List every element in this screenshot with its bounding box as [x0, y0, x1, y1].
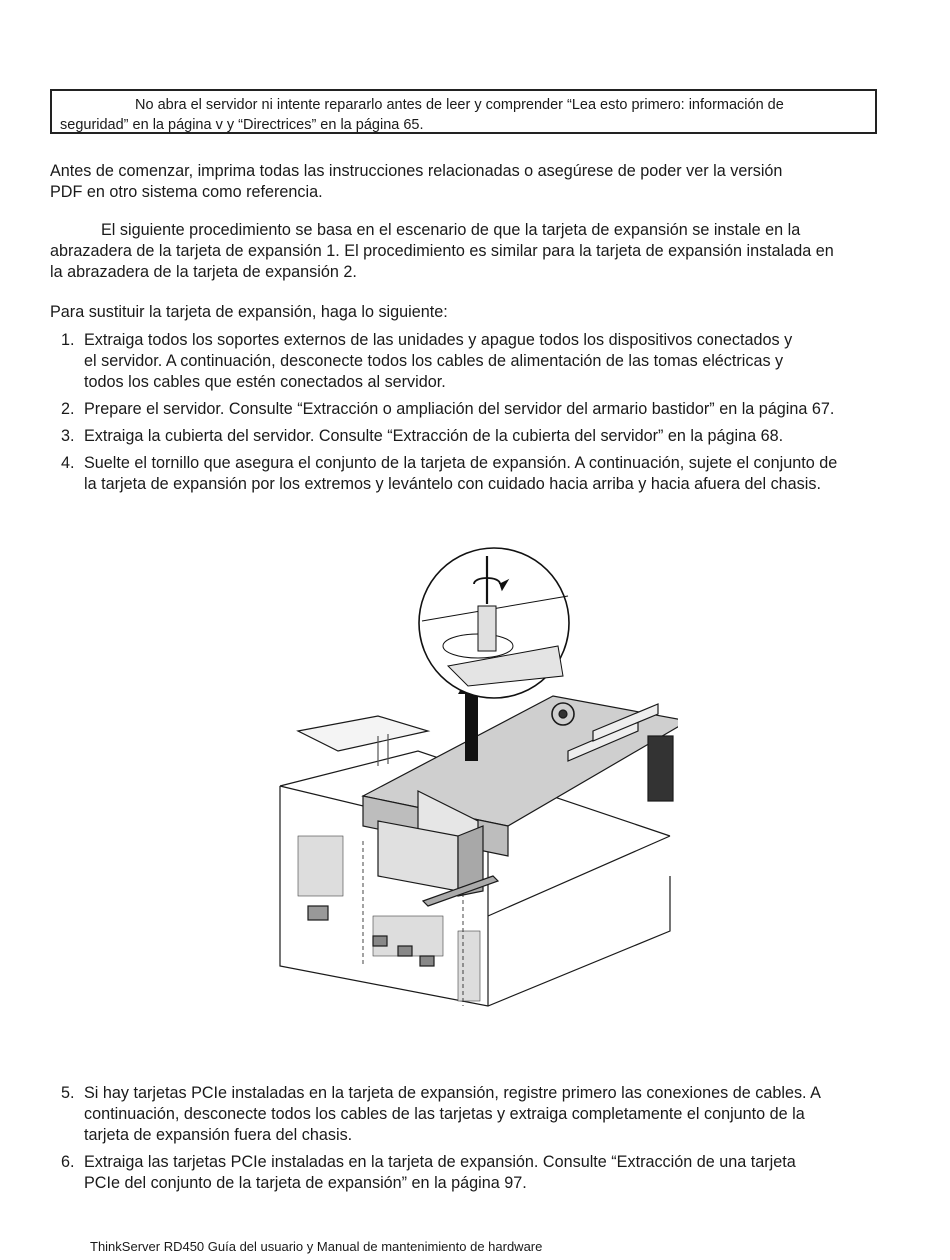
riser-removal-illustration — [278, 536, 678, 1011]
procedure-intro: Para sustituir la tarjeta de expansión, haga lo siguiente: — [50, 303, 448, 321]
intro-line-2: PDF en otro sistema como referencia. — [50, 183, 323, 201]
step-line: Suelte el tornillo que asegura el conjunto de la tarjeta de expansión. A continuación, sujete el conjunto de — [84, 454, 838, 472]
step-2 — [50, 399, 885, 420]
step-line: Extraiga la cubierta del servidor. Consulte “Extracción de la cubierta del servidor” en la página 68. — [84, 427, 784, 445]
step-line: tarjeta de expansión fuera del chasis. — [84, 1126, 353, 1144]
steps-list-top — [50, 330, 885, 495]
screw-callout-magnifier — [419, 548, 569, 698]
notice-line-1: No abra el servidor ni intente repararlo antes de leer y comprender “Lea esto primero: información de — [135, 97, 784, 113]
step-line: Prepare el servidor. Consulte “Extracción o ampliación del servidor del armario bastidor” en la página 67. — [84, 400, 835, 418]
intro-line-1: Antes de comenzar, imprima todas las instrucciones relacionadas o asegúrese de poder ver la versión — [50, 162, 783, 180]
scenario-line-2: abrazadera de la tarjeta de expansión 1. El procedimiento es similar para la tarjeta de expansión instalada en — [50, 242, 834, 260]
step-6 — [50, 1152, 885, 1194]
step-line: el servidor. A continuación, desconecte todos los cables de alimentación de las tomas eléctricas y — [84, 352, 784, 370]
step-5 — [50, 1083, 885, 1146]
intro-paragraph — [50, 161, 885, 203]
scenario-line-1: El siguiente procedimiento se basa en el escenario de que la tarjeta de expansión se instale en la — [101, 221, 801, 239]
step-number: 6. — [61, 1153, 75, 1171]
page-footer: ThinkServer RD450 Guía del usuario y Manual de mantenimiento de hardware — [90, 1239, 543, 1254]
step-line: Si hay tarjetas PCIe instaladas en la tarjeta de expansión, registre primero las conexiones de cables. A — [84, 1084, 821, 1102]
notice-line-2: seguridad” en la página v y “Directrices” en la página 65. — [60, 117, 424, 133]
scenario-paragraph — [50, 220, 885, 283]
step-number: 4. — [61, 454, 75, 472]
step-number: 5. — [61, 1084, 75, 1102]
step-line: la tarjeta de expansión por los extremos y levántelo con cuidado hacia arriba y hacia afuera del chasis. — [84, 475, 821, 493]
step-4 — [50, 453, 885, 495]
step-3 — [50, 426, 885, 447]
notice-box — [50, 89, 877, 134]
step-number: 3. — [61, 427, 75, 445]
step-line: PCIe del conjunto de la tarjeta de expansión” en la página 97. — [84, 1174, 527, 1192]
steps-list-bottom — [50, 1083, 885, 1194]
step-line: todos los cables que estén conectados al servidor. — [84, 373, 446, 391]
step-line: continuación, desconecte todos los cables de las tarjetas y extraiga completamente el conjunto de la — [84, 1105, 805, 1123]
scenario-line-3: la abrazadera de la tarjeta de expansión 2. — [50, 263, 357, 281]
step-line: Extraiga las tarjetas PCIe instaladas en la tarjeta de expansión. Consulte “Extracción de una tarjeta — [84, 1153, 796, 1171]
step-line: Extraiga todos los soportes externos de las unidades y apague todos los dispositivos conectados y — [84, 331, 793, 349]
step-number: 2. — [61, 400, 75, 418]
step-number: 1. — [61, 331, 75, 349]
step-1 — [50, 330, 885, 393]
